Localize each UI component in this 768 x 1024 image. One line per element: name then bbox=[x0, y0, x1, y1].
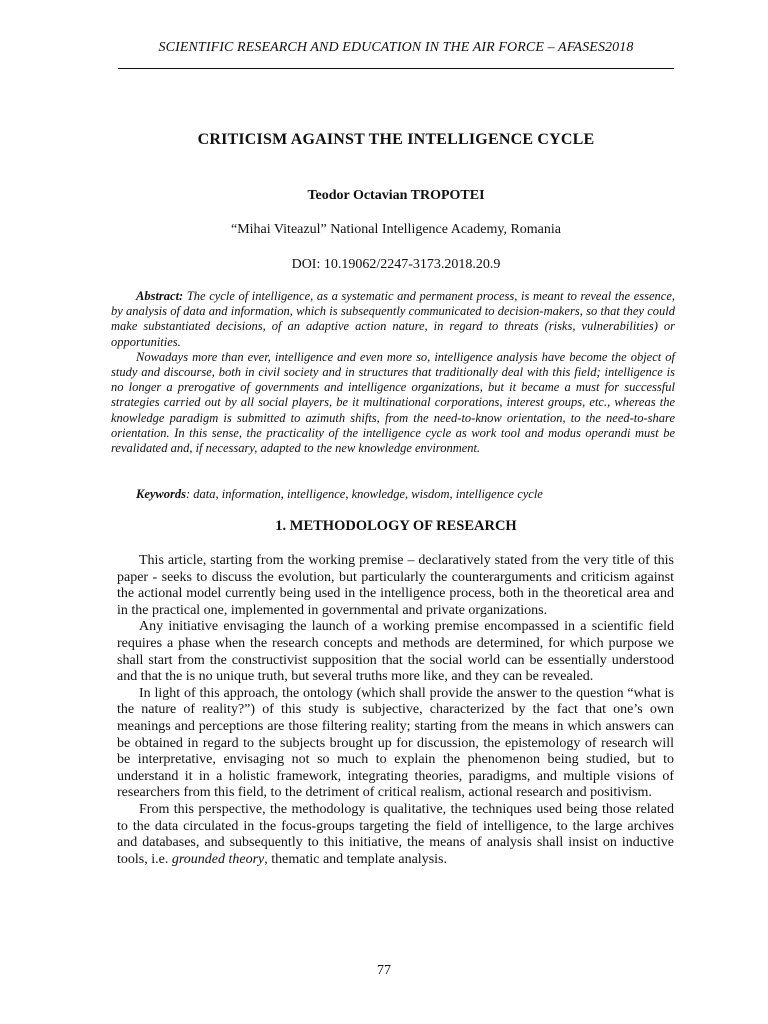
author-name: Teodor Octavian TROPOTEI bbox=[307, 188, 485, 203]
abstract-text-1: The cycle of intelligence, as a systematic and permanent process, is meant to reveal the essence, by analysis of data and information, which is subsequently communicated to decision-makers, so that they could make substantiated decisions, of an adaptive action nature, in regard to threats (risks, vulnerabilities) or opportunities. bbox=[111, 289, 675, 349]
body-paragraph-2: Any initiative envisaging the launch of a working premise encompassed in a scientific field requires a phase when the research concepts and methods are determined, for which purpose we shall start from the constructivist supposition that the social world can be essentially understood and that the is no unique truth, but several truths more like, and they can be revealed. bbox=[117, 619, 674, 685]
body-paragraph-4 bbox=[117, 802, 674, 868]
doi-line: DOI: 10.19062/2247-3173.2018.20.9 bbox=[291, 257, 501, 272]
keywords-label: Keywords bbox=[136, 487, 186, 501]
author-affiliation: “Mihai Viteazul” National Intelligence Academy, Romania bbox=[231, 222, 561, 237]
abstract-paragraph-2: Nowadays more than ever, intelligence and even more so, intelligence analysis have become the object of study and discourse, both in civil society and in structures that traditionally deal with this field; intelligence is no longer a prerogative of governments and intelligence organizations, but it became a must for successful strategies carried out by all social players, be it multinational corporations, interest groups, etc., whereas the knowledge paradigm is submitted to azimuth shifts, from the need-to-know orientation, to the need-to-share orientation. In this sense, the practicality of the intelligence cycle as work tool and modus operandi must be revalidated and, if necessary, adapted to the new knowledge environment. bbox=[111, 349, 675, 456]
abstract-label: Abstract: bbox=[136, 289, 184, 303]
keywords-text: : data, information, intelligence, knowledge, wisdom, intelligence cycle bbox=[186, 487, 543, 501]
keywords-line bbox=[111, 487, 675, 502]
body-paragraph-4-end: , thematic and template analysis. bbox=[264, 851, 447, 867]
article-title: CRITICISM AGAINST THE INTELLIGENCE CYCLE bbox=[197, 131, 595, 148]
section-body bbox=[117, 553, 674, 868]
body-paragraph-4-start: From this perspective, the methodology is qualitative, the techniques used being those related to the data circulated in the focus-groups targeting the field of intelligence, to the large archives and databases, and subsequently to this initiative, the means of analysis shall insist on inductive tools, i.e. bbox=[117, 801, 674, 867]
abstract-paragraph-1 bbox=[111, 289, 675, 350]
body-paragraph-1: This article, starting from the working premise – declaratively stated from the very title of this paper - seeks to discuss the evolution, but particularly the counterarguments and criticism against the actional model currently being used in the intelligence process, both in the theoretical area and in the practical one, implemented in governmental and private organizations. bbox=[117, 553, 674, 618]
header-rule bbox=[118, 68, 674, 69]
running-header: SCIENTIFIC RESEARCH AND EDUCATION IN THE AIR FORCE – AFASES2018 bbox=[158, 40, 634, 55]
body-paragraph-3: In light of this approach, the ontology (which shall provide the answer to the question “what is the nature of reality?”) of this study is subjective, characterized by the fact that one’s own meanings and perceptions are those filtering reality; starting from the means in which answers can be obtained in regard to the subjects brought up for discussion, the epistemology of research will be interpretative, envisaging not so much to explain the phenomenon being studied, but to understand it in a holistic framework, integrating theories, paradigms, and multiple visions of researchers from this field, to the detriment of critical realism, actional research and positivism. bbox=[117, 685, 674, 801]
abstract-block bbox=[111, 289, 675, 456]
body-paragraph-4-italic: grounded theory bbox=[171, 851, 265, 867]
section-heading: 1. METHODOLOGY OF RESEARCH bbox=[275, 518, 517, 534]
page-number: 77 bbox=[377, 963, 391, 978]
